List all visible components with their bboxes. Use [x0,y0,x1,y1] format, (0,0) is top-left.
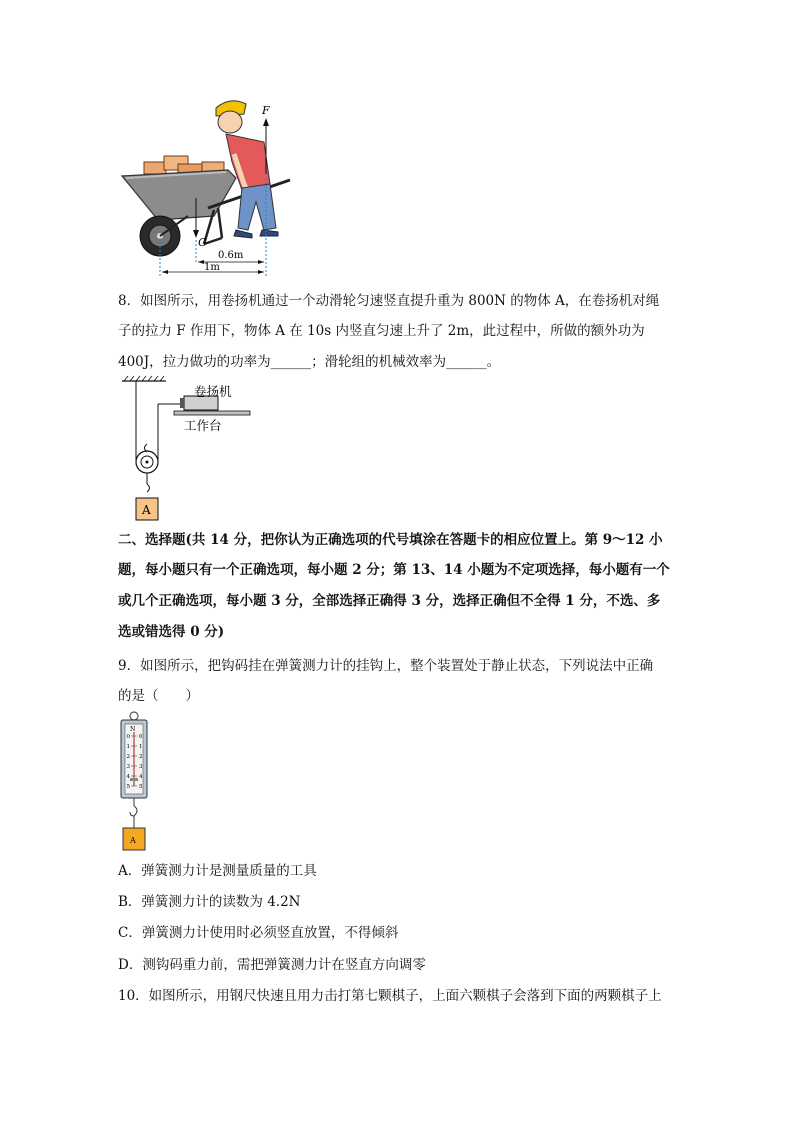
scale-tick-right-2: 2 [139,754,143,760]
force-f-label: F [262,104,270,117]
q9-option-d: D．测钩码重力前，需把弹簧测力计在竖直方向调零 [118,957,426,973]
section-2-line-1: 二、选择题(共 14 分，把你认为正确选项的代号填涂在答题卡的相应位置上。第 9～12 小 [118,532,663,548]
spring-scale-figure [118,710,154,856]
workbench-label: 工作台 [184,418,222,433]
scale-tick-right-1: 1 [139,744,143,750]
scale-tick-left-5: 5 [126,784,130,790]
scale-tick-left-3: 3 [126,764,130,770]
section-2-line-2: 题，每小题只有一个正确选项，每小题 2 分；第 13、14 小题为不定项选择，每小题有一个 [118,562,670,578]
wheelbarrow-figure [118,98,308,280]
q10-line-1: 10．如图所示，用钢尺快速且用力击打第七颗棋子，上面六颗棋子会落到下面的两颗棋子上 [118,988,662,1004]
scale-tick-left-0: 0 [126,734,130,740]
workbench [174,411,250,415]
scale-tick-right-4: 4 [139,774,143,780]
gravity-g-label: G [198,236,207,249]
scale-block-a-label: A [130,836,136,845]
q9-option-a: A．弹簧测力计是测量质量的工具 [118,863,317,879]
q8-line-2: 子的拉力 F 作用下，物体 A 在 10s 内竖直匀速上升了 2m，此过程中，所做的额外功为 [118,323,645,339]
q9-line-2: 的是（ ） [118,688,199,704]
scale-tick-left-1: 1 [126,744,130,750]
dimension-long-label: 1m [204,262,220,273]
scale-tick-left-4: 4 [126,774,130,780]
scale-tick-right-0: 0 [139,734,143,740]
q9-line-1: 9．如图所示，把钩码挂在弹簧测力计的挂钩上，整个装置处于静止状态，下列说法中正确 [118,658,654,674]
pulley-figure [118,374,258,524]
winch-label: 卷扬机 [194,384,232,399]
worker [216,101,278,238]
scale-tick-left-2: 2 [126,754,130,760]
dimension-short-label: 0.6m [218,250,244,261]
scale-tick-right-5: 5 [139,784,143,790]
section-2-line-4: 选或错选得 0 分) [118,624,225,640]
q8-line-3: 400J，拉力做功的功率为______；滑轮组的机械效率为______。 [118,354,501,370]
scale-unit: N [130,726,136,733]
scale-tick-right-3: 3 [139,764,143,770]
q8-line-1: 8．如图所示，用卷扬机通过一个动滑轮匀速竖直提升重为 800N 的物体 A，在卷扬机对绳 [118,293,660,309]
section-2-line-3: 或几个正确选项，每小题 3 分，全部选择正确得 3 分，选择正确但不全得 1 分，不选、多 [118,593,661,609]
block-a-label: A [142,503,151,517]
q9-option-b: B．弹簧测力计的读数为 4.2N [118,894,301,910]
q9-option-c: C．弹簧测力计使用时必须竖直放置，不得倾斜 [118,925,399,941]
